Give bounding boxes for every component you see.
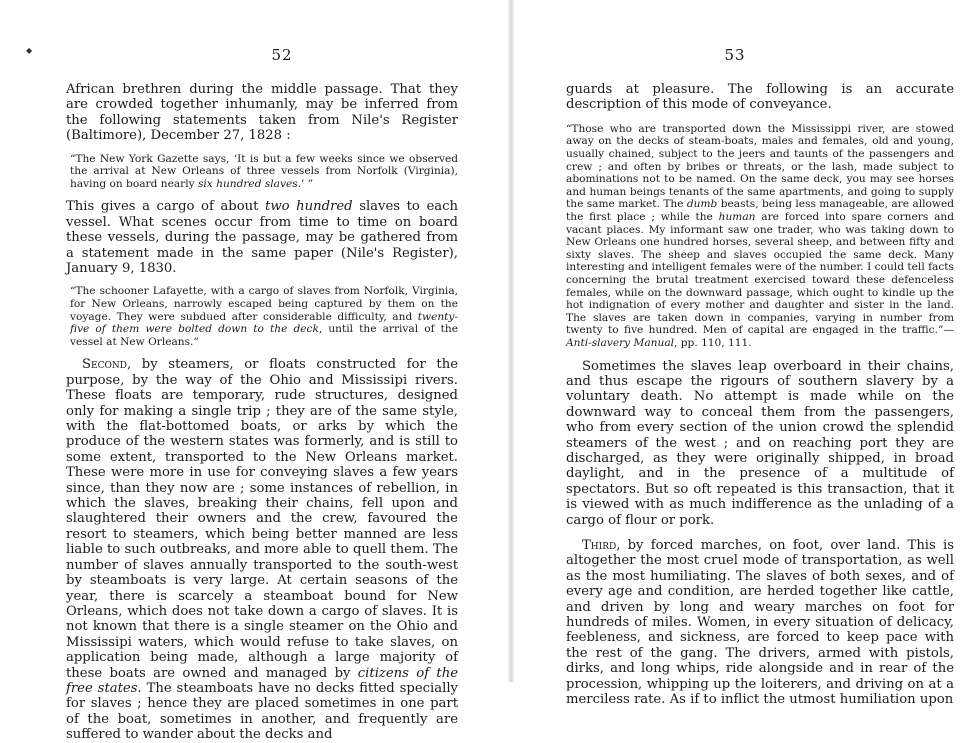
text-run: Sometimes the slaves leap overboard in their chains, and thus escape the rigours of southern slavery by a voluntary death. No attempt is made while on the downward way to conceal them from the passengers, who from every section of the union crowd the splendid steamers of the west ; and on reaching port they are discharged, as they were originally shipped, in broad daylight, and in the presence of a multitude of spectators. But so oft repeated is this transaction, that it is viewed with as much indifference as the unlading of a cargo of flour or pork.	[566, 358, 954, 528]
italic-text: human	[718, 210, 756, 223]
text-run: are forced into spare corners and vacant places. My informant saw one trader, who was taking down to New Orleans one hundred horses, several sheep, and between fifty and sixty slaves. The sheep and slaves occupied the same deck. Many interesting and intelligent females were of the number. I could tell facts concerning the brutal treatment exercised toward these defenceless females, while on the downward passage, which ought to kindle up the hot indignation of every mother and daughter and sister in the land. The slaves are taken down in companies, varying in number from twenty to five hundred. Men of capital are engaged in the traffic.”—	[566, 210, 954, 337]
text-run: , by forced marches, on foot, over land. This is altogether the most cruel mode of transportation, as well as the most humiliating. The slaves of both sexes, and of every age and condition, are herded together like cattle, and driven by long and weary marches on foot for hundreds of miles. Women, in every situation of delicacy, feebleness, and sickness, are forced to keep pace with the rest of the gang. The drivers, armed with pistols, dirks, and long whips, ride alongside and in rear of the procession, whipping up the loiterers, and driving on at a merciless rate. As if to inflict the utmost humiliation upon	[566, 537, 954, 708]
text-run: “Those who are transported down the Mississippi river, are stowed away on the decks of steam-boats, males and females, old and young, usually chained, subject to the jeers and taunts of the passengers and crew ; and often by bribes or threats, or the lash, made subject to abominations not to be named. On the same deck, you may see horses and human beings tenants of the same apartments, and going to supply the same market. The	[566, 122, 954, 211]
body-paragraph	[566, 82, 954, 113]
text-run: , pp. 110, 111.	[674, 336, 752, 349]
text-run: , until the arrival of the vessel at New Orleans.”	[70, 323, 458, 348]
section-lead: Third	[582, 537, 617, 553]
italic-text: twenty-five of them were bolted down to the deck	[70, 310, 458, 336]
italic-text: six hundred slaves	[197, 177, 298, 190]
right-page	[514, 0, 980, 708]
body-paragraph	[66, 199, 458, 276]
text-run: , by steamers, or floats constructed for the purpose, by the way of the Ohio and Mississipi rivers. These floats are temporary, rude structures, designed only for making a single trip ; they are of the same style, with the flat-bottomed boats, or arks by which the produce of the western states was formerly, and is still to some extent, transported to the New Orleans market. These were more in use for conveying slaves a few years since, than they now are ; some instances of rebellion, in which the slaves, breaking their chains, fell upon and slaughtered their owners and the crew, favoured the resort to steamers, which being better manned are less liable to such outbreaks, and more able to quell them. The number of slaves annually transported to the south-west by steamboats is very large. At certain seasons of the year, there is scarcely a steamboat bound for New Orleans, which does not take down a cargo of slaves. It is not known that there is a single steamer on the Ohio and Mississipi waters, which would refuse to take slaves, on application being made, although a large majority of these boats are owned and managed by	[66, 357, 458, 681]
text-run: The steamboats have no decks fitted specially for slaves ; hence they are placed sometimes in one part of the boat, sometimes in another, and frequently are suffered to wander about the decks and	[66, 680, 458, 743]
block-quote	[66, 285, 458, 348]
text-run: guards at pleasure. The following is an accurate description of this mode of conveyance.	[566, 82, 954, 113]
text-run: slaves to each vessel. What scenes occur from time to time on board these vessels, during the passage, may be gathered from a statement made in the same paper (Nile's Register), January 9, 1830.	[66, 199, 458, 277]
body-paragraph	[66, 357, 458, 742]
text-run: This gives a cargo of about	[66, 199, 266, 215]
italic-text: dumb	[686, 198, 718, 211]
italic-text: Anti-slavery Manual	[566, 336, 675, 349]
text-run: African brethren during the middle passage. That they are crowded together inhumanly, may be inferred from the following statements taken from Nile's Register (Baltimore), December 27, 1828 :	[66, 82, 458, 144]
right-page-text	[566, 82, 954, 707]
italic-text: citizens of the free states.	[66, 665, 458, 696]
block-quote	[66, 153, 458, 191]
page-number-right: 53	[724, 46, 746, 64]
left-page-text	[66, 82, 458, 743]
text-run: beasts, being less manageable, are allowed the first place ; while the	[566, 198, 954, 223]
page-number-left: 52	[271, 46, 293, 64]
text-run: .’ ”	[297, 177, 314, 190]
body-paragraph	[566, 359, 954, 528]
body-paragraph	[566, 538, 954, 707]
italic-text: two hundred	[265, 199, 353, 215]
block-quote	[566, 123, 954, 350]
margin-mark-icon: ◆	[26, 46, 33, 55]
body-paragraph	[66, 82, 458, 144]
text-run: “The New York Gazette says, ‘It is but a few weeks since we observed the arrival at New Orleans of three vessels from Norfolk (Virginia), having on board nearly	[70, 152, 458, 190]
text-run: “The schooner Lafayette, with a cargo of slaves from Norfolk, Virginia, for New Orleans, narrowly escaped being captured by them on the voyage. They were subdued after considerable difficulty, and	[70, 285, 458, 323]
section-lead: Second	[82, 357, 127, 373]
